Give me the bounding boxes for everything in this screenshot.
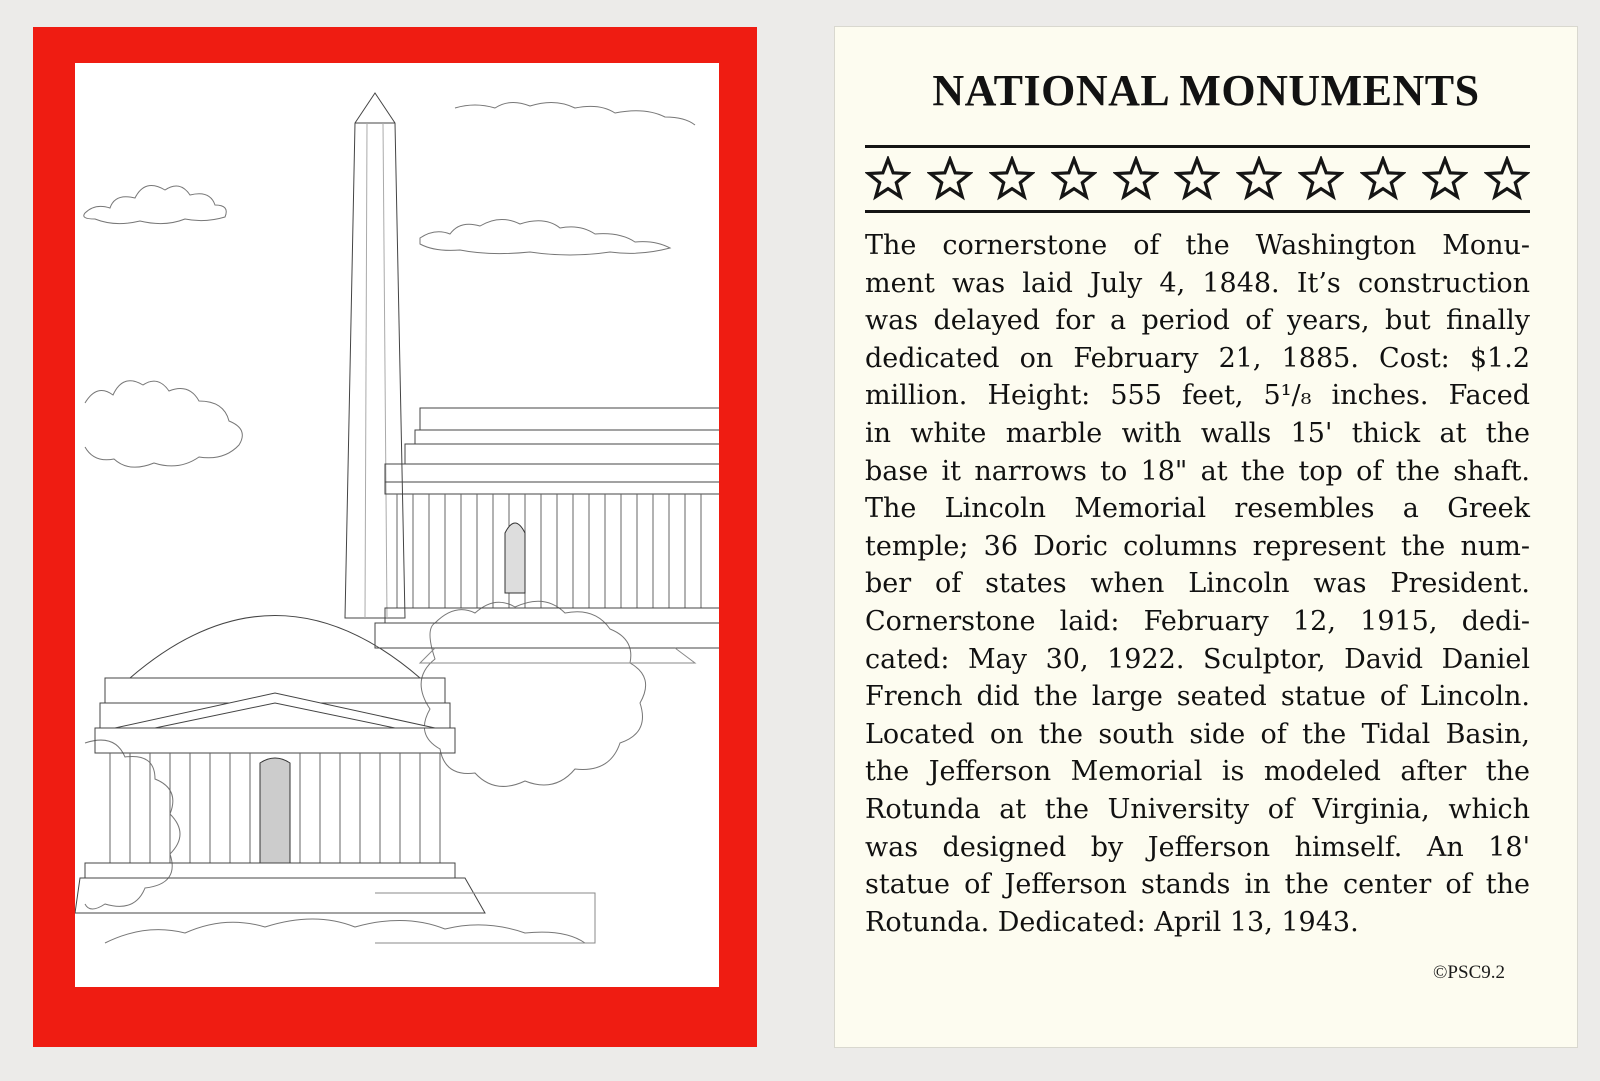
back-card xyxy=(835,27,1577,1047)
monuments-illustration xyxy=(75,63,719,987)
card-body-text xyxy=(865,227,1530,941)
monuments-drawing xyxy=(75,63,719,987)
body-line: statue of Jefferson stands in the center of the xyxy=(865,869,1530,901)
body-line: base it narrows to 18" at the top of the shaft. xyxy=(865,455,1530,487)
copyright-mark: ©PSC9.2 xyxy=(1433,962,1505,983)
star-icon xyxy=(1236,156,1282,202)
body-line: Rotunda. Dedicated: April 13, 1943. xyxy=(865,906,1359,938)
star-icon xyxy=(1051,156,1097,202)
star-icon xyxy=(927,156,973,202)
title-rule-bottom xyxy=(865,210,1530,213)
body-line: temple; 36 Doric columns represent the num- xyxy=(865,530,1530,562)
body-line: was designed by Jefferson himself. An 18' xyxy=(865,831,1530,863)
title-rule-top xyxy=(865,145,1530,148)
star-row xyxy=(865,153,1530,205)
star-icon xyxy=(1360,156,1406,202)
cloud-left xyxy=(84,186,227,224)
front-card xyxy=(33,27,757,1047)
washington-monument xyxy=(345,93,405,618)
body-line: The cornerstone of the Washington Monu- xyxy=(865,230,1530,261)
star-icon xyxy=(1298,156,1344,202)
star-icon xyxy=(1113,156,1159,202)
cloud-right-mid xyxy=(420,219,670,255)
star-icon xyxy=(1484,156,1530,202)
body-line: French did the large seated statue of Lincoln. xyxy=(865,681,1530,713)
body-line: in white marble with walls 15' thick at the xyxy=(865,417,1530,449)
card-title: NATIONAL MONUMENTS xyxy=(932,66,1480,115)
tree-right xyxy=(421,601,646,786)
body-line: Rotunda at the University of Virginia, which xyxy=(865,793,1530,825)
hedge-bottom xyxy=(105,919,585,943)
body-line: ment was laid July 4, 1848. It’s construction xyxy=(865,267,1530,299)
body-line: The Lincoln Memorial resembles a Greek xyxy=(865,493,1530,525)
tree-left xyxy=(85,740,180,909)
star-icon xyxy=(1422,156,1468,202)
jefferson-memorial xyxy=(75,616,595,944)
body-line: ber of states when Lincoln was President. xyxy=(865,568,1530,600)
body-line: million. Height: 555 feet, 5¹/₈ inches. Faced xyxy=(865,380,1530,412)
body-line: the Jefferson Memorial is modeled after the xyxy=(865,756,1530,788)
star-icon xyxy=(1174,156,1220,202)
body-line: Cornerstone laid: February 12, 1915, dedi- xyxy=(865,605,1530,637)
star-icon xyxy=(865,156,911,202)
star-icon xyxy=(989,156,1035,202)
body-line: Located on the south side of the Tidal Basin, xyxy=(865,718,1530,750)
body-line: cated: May 30, 1922. Sculptor, David Daniel xyxy=(865,643,1530,675)
body-line: was delayed for a period of years, but finally xyxy=(865,305,1530,337)
lincoln-memorial xyxy=(375,408,719,663)
body-line: dedicated on February 21, 1885. Cost: $1.2 xyxy=(865,342,1530,374)
cloud-left-mid xyxy=(85,381,242,467)
cloud-right-top xyxy=(455,102,695,125)
